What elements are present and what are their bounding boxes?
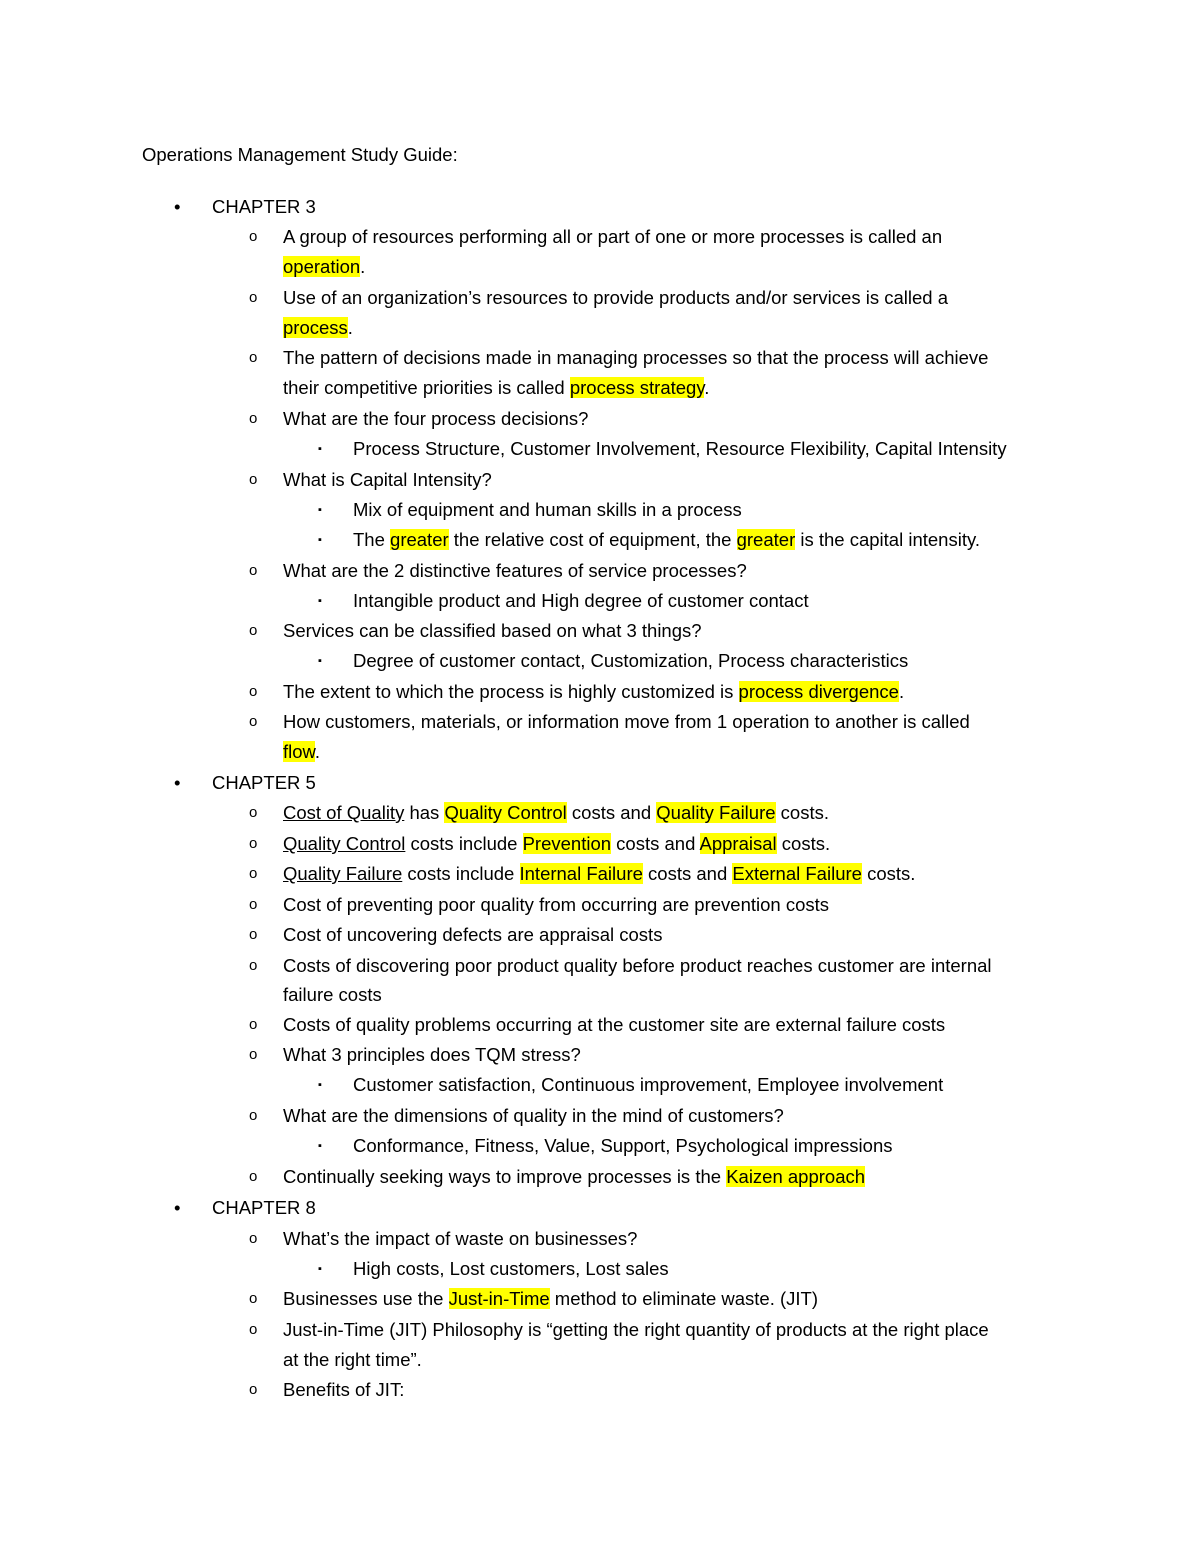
ch5-item-9-sub-1: Conformance, Fitness, Value, Support, Psychological impressions xyxy=(353,1135,893,1156)
ch5-item-6-line-2: failure costs xyxy=(283,984,382,1005)
bullet-circle-icon: o xyxy=(249,228,258,245)
bullet-circle-icon: o xyxy=(249,896,258,913)
ch5-item-5: Cost of uncovering defects are appraisal costs xyxy=(283,924,663,945)
ch5-item-2-text-b: costs and xyxy=(611,833,700,854)
highlight-quality-failure: Quality Failure xyxy=(656,802,776,823)
bullet-circle-icon: o xyxy=(249,683,258,700)
ch5-item-10-text: Continually seeking ways to improve processes is the xyxy=(283,1166,727,1187)
ch3-item-2-end: . xyxy=(347,317,353,338)
highlight-operation: operation xyxy=(283,256,361,277)
highlight-process-divergence: process divergence xyxy=(738,681,899,702)
ch8-item-1-sub-1: High costs, Lost customers, Lost sales xyxy=(353,1258,669,1279)
ch3-item-1-line-1: A group of resources performing all or part of one or more processes is called an xyxy=(283,226,943,247)
ch8-item-2-text-b: method to eliminate waste. (JIT) xyxy=(549,1288,819,1309)
ch5-item-8: What 3 principles does TQM stress? xyxy=(283,1044,581,1065)
ch3-item-5-sub-2 xyxy=(353,527,980,553)
ch5-item-3 xyxy=(283,861,915,887)
ch3-item-3-line-2 xyxy=(283,375,709,401)
bullet-circle-icon: o xyxy=(249,1016,258,1033)
bullet-disc-icon: • xyxy=(174,196,181,217)
highlight-kaizen-approach: Kaizen approach xyxy=(726,1166,866,1187)
ch5-item-7: Costs of quality problems occurring at the customer site are external failure costs xyxy=(283,1014,946,1035)
ch5-item-8-sub-1: Customer satisfaction, Continuous improvement, Employee involvement xyxy=(353,1074,944,1095)
chapter-5-heading: CHAPTER 5 xyxy=(212,772,316,793)
ch3-item-5-sub-2-text-a: The xyxy=(353,529,391,550)
chapter-3-heading: CHAPTER 3 xyxy=(212,196,316,217)
bullet-circle-icon: o xyxy=(249,471,258,488)
ch8-item-1: What’s the impact of waste on businesses? xyxy=(283,1228,638,1249)
ch3-item-5-sub-2-text-b: the relative cost of equipment, the xyxy=(448,529,737,550)
bullet-square-icon: ▪ xyxy=(318,655,322,667)
highlight-process: process xyxy=(283,317,348,338)
highlight-process-strategy: process strategy xyxy=(569,377,705,398)
ch3-item-8-end: . xyxy=(898,681,905,702)
bullet-circle-icon: o xyxy=(249,1381,258,1398)
bullet-square-icon: ▪ xyxy=(318,1263,322,1275)
ch3-item-7: Services can be classified based on what 3 things? xyxy=(283,620,702,641)
ch5-item-4: Cost of preventing poor quality from occurring are prevention costs xyxy=(283,894,830,915)
ch5-item-1-text-c: costs. xyxy=(775,802,829,823)
bullet-square-icon: ▪ xyxy=(318,1079,322,1091)
ch3-item-9-line-1: How customers, materials, or information move from 1 operation to another is called xyxy=(283,711,970,732)
bullet-circle-icon: o xyxy=(249,926,258,943)
bullet-circle-icon: o xyxy=(249,1290,258,1307)
bullet-disc-icon: • xyxy=(174,772,181,793)
ch3-item-7-sub-1: Degree of customer contact, Customization, Process characteristics xyxy=(353,650,909,671)
ch3-item-1-line-2 xyxy=(283,254,365,280)
underline-cost-of-quality: Cost of Quality xyxy=(283,802,405,823)
bullet-circle-icon: o xyxy=(249,1046,258,1063)
ch5-item-6-line-1: Costs of discovering poor product quality before product reaches customer are internal xyxy=(283,955,992,976)
ch3-item-6: What are the 2 distinctive features of service processes? xyxy=(283,560,747,581)
highlight-appraisal: Appraisal xyxy=(699,833,777,854)
highlight-flow: flow xyxy=(283,741,315,762)
ch8-item-3-line-1: Just-in-Time (JIT) Philosophy is “getting the right quantity of products at the right place xyxy=(283,1319,989,1340)
ch3-item-3-text: their competitive priorities is called xyxy=(283,377,570,398)
bullet-square-icon: ▪ xyxy=(318,443,322,455)
underline-quality-control: Quality Control xyxy=(283,833,406,854)
document-title: Operations Management Study Guide: xyxy=(142,144,458,165)
ch3-item-1-end: . xyxy=(360,256,366,277)
bullet-circle-icon: o xyxy=(249,622,258,639)
bullet-circle-icon: o xyxy=(249,835,258,852)
ch3-item-8 xyxy=(283,679,904,705)
bullet-circle-icon: o xyxy=(249,713,258,730)
bullet-circle-icon: o xyxy=(249,289,258,306)
ch8-item-4: Benefits of JIT: xyxy=(283,1379,405,1400)
ch3-item-5-sub-2-text-c: is the capital intensity. xyxy=(795,529,980,550)
ch5-item-9: What are the dimensions of quality in the mind of customers? xyxy=(283,1105,784,1126)
highlight-quality-control: Quality Control xyxy=(444,802,567,823)
bullet-circle-icon: o xyxy=(249,1168,258,1185)
highlight-prevention: Prevention xyxy=(522,833,612,854)
bullet-circle-icon: o xyxy=(249,1321,258,1338)
ch3-item-9-line-2 xyxy=(283,739,320,765)
ch3-item-8-text: The extent to which the process is highly customized is xyxy=(283,681,739,702)
bullet-circle-icon: o xyxy=(249,865,258,882)
ch8-item-2-text-a: Businesses use the xyxy=(283,1288,449,1309)
ch3-item-2-line-1: Use of an organization’s resources to provide products and/or services is called a xyxy=(283,287,948,308)
ch3-item-4: What are the four process decisions? xyxy=(283,408,589,429)
bullet-circle-icon: o xyxy=(249,1230,258,1247)
highlight-external-failure: External Failure xyxy=(732,863,862,884)
ch5-item-2-text-a: costs include xyxy=(405,833,523,854)
ch3-item-4-sub-1: Process Structure, Customer Involvement, Resource Flexibility, Capital Intensity xyxy=(353,438,1007,459)
ch5-item-1 xyxy=(283,800,829,826)
ch3-item-3-end: . xyxy=(704,377,710,398)
ch5-item-2-text-c: costs. xyxy=(776,833,831,854)
ch5-item-1-text-a: has xyxy=(404,802,445,823)
underline-quality-failure: Quality Failure xyxy=(283,863,403,884)
bullet-circle-icon: o xyxy=(249,1107,258,1124)
bullet-square-icon: ▪ xyxy=(318,534,322,546)
chapter-8-heading: CHAPTER 8 xyxy=(212,1197,316,1218)
ch3-item-9-end: . xyxy=(314,741,321,762)
ch3-item-2-line-2 xyxy=(283,315,353,341)
bullet-disc-icon: • xyxy=(174,1197,181,1218)
ch3-item-6-sub-1: Intangible product and High degree of customer contact xyxy=(353,590,809,611)
ch5-item-1-text-b: costs and xyxy=(566,802,657,823)
bullet-square-icon: ▪ xyxy=(318,1140,322,1152)
bullet-circle-icon: o xyxy=(249,804,258,821)
ch5-item-2 xyxy=(283,831,830,857)
bullet-circle-icon: o xyxy=(249,349,258,366)
highlight-greater-2: greater xyxy=(736,529,796,550)
ch5-item-3-text-a: costs include xyxy=(402,863,520,884)
ch5-item-10 xyxy=(283,1164,865,1190)
ch8-item-3-line-2: at the right time”. xyxy=(283,1349,422,1370)
ch5-item-3-text-c: costs. xyxy=(861,863,916,884)
bullet-circle-icon: o xyxy=(249,957,258,974)
highlight-just-in-time: Just-in-Time xyxy=(448,1288,550,1309)
ch3-item-5-sub-1: Mix of equipment and human skills in a process xyxy=(353,499,742,520)
bullet-square-icon: ▪ xyxy=(318,504,322,516)
highlight-internal-failure: Internal Failure xyxy=(519,863,643,884)
bullet-circle-icon: o xyxy=(249,562,258,579)
highlight-greater-1: greater xyxy=(390,529,449,550)
ch3-item-3-line-1: The pattern of decisions made in managing processes so that the process will achieve xyxy=(283,347,989,368)
ch3-item-5: What is Capital Intensity? xyxy=(283,469,492,490)
bullet-square-icon: ▪ xyxy=(318,595,322,607)
ch5-item-3-text-b: costs and xyxy=(642,863,733,884)
bullet-circle-icon: o xyxy=(249,410,258,427)
ch8-item-2 xyxy=(283,1286,818,1312)
